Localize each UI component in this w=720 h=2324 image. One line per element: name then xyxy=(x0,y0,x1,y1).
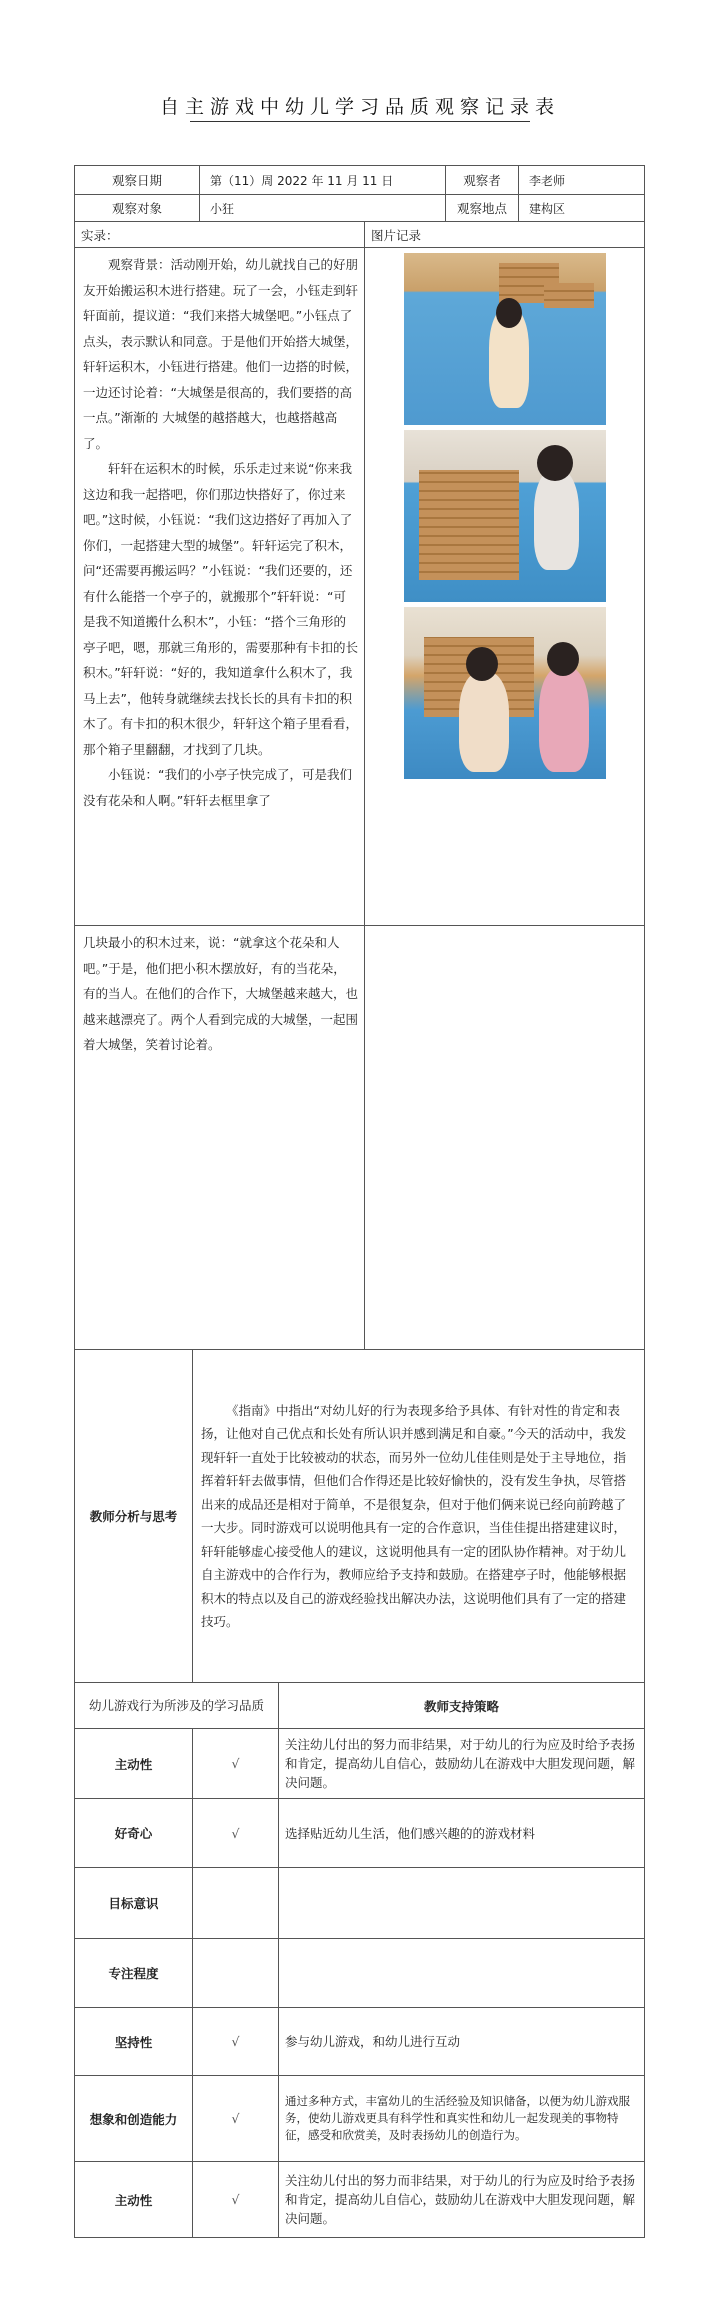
observer-value: 李老师 xyxy=(519,166,645,195)
location-label: 观察地点 xyxy=(446,195,519,222)
title-underline xyxy=(190,121,530,122)
quality-name: 专注程度 xyxy=(75,1939,193,2008)
quality-strategy xyxy=(279,1939,645,2008)
photo-children-building-1 xyxy=(404,253,606,425)
quality-name: 坚持性 xyxy=(75,2008,193,2076)
quality-strategy: 选择贴近幼儿生活，他们感兴趣的的游戏材料 xyxy=(279,1799,645,1868)
quality-strategy: 参与幼儿游戏，和幼儿进行互动 xyxy=(279,2008,645,2076)
quality-name: 目标意识 xyxy=(75,1868,193,1939)
photo-children-building-2 xyxy=(404,430,606,602)
shilu-label: 实录： xyxy=(75,222,365,248)
quality-strategy: 关注幼儿付出的努力而非结果，对于幼儿的行为应及时给予表扬和肯定，提高幼儿自信心，鼓励幼儿在游戏中大胆发现问题，解决问题。 xyxy=(279,2162,645,2238)
quality-header: 幼儿游戏行为所涉及的学习品质 xyxy=(75,1683,279,1729)
quality-check: √ xyxy=(193,2008,279,2076)
photo-label: 图片记录 xyxy=(365,222,645,248)
quality-strategy: 通过多种方式，丰富幼儿的生活经验及知识储备，以便为幼儿游戏服务，使幼儿游戏更具有科学性和真实性和幼儿一起发现美的事物特征，感受和欣赏美，及时表扬幼儿的创造行为。 xyxy=(279,2076,645,2162)
record-paragraph: 小钰说：“我们的小亭子快完成了，可是我们没有花朵和人啊。”轩轩去框里拿了 xyxy=(83,767,352,808)
quality-check xyxy=(193,1868,279,1939)
quality-check: √ xyxy=(193,2162,279,2238)
info-table xyxy=(74,165,645,222)
page-title: 自主游戏中幼儿学习品质观察记录表 xyxy=(159,96,560,118)
photo-children-building-3 xyxy=(404,607,606,779)
quality-name: 想象和创造能力 xyxy=(75,2076,193,2162)
record-paragraph: 观察背景：活动刚开始，幼儿就找自己的好朋友开始搬运积木进行搭建。玩了一会，小钰走到轩轩面前，提议道：“我们来搭大城堡吧。”小钰点了点头，表示默认和同意。于是他们开始搭大城堡，轩轩运积木，小钰进行搭建。他们一边搭的时候，一边还讨论着：“大城堡是很高的，我们要搭的高一点。”渐渐的 大城堡的越搭越大，也越搭越高了。 xyxy=(83,257,359,451)
quality-strategy xyxy=(279,1868,645,1939)
record-paragraph: 几块最小的积木过来，说：“就拿这个花朵和人吧。”于是，他们把小积木摆放好，有的当花朵，有的当人。在他们的合作下，大城堡越来越大，也越来越漂亮了。两个人看到完成的大城堡，一起围着大城堡，笑着讨论着。 xyxy=(83,935,359,1052)
quality-name: 好奇心 xyxy=(75,1799,193,1868)
analysis-paragraph: 《指南》中指出“对幼儿好的行为表现多给予具体、有针对性的肯定和表扬，让他对自己优点和长处有所认识并感到满足和自豪。”今天的活动中，我发现轩轩一直处于比较被动的状态，而另外一位幼儿佳佳则是处于主导地位，指挥着轩轩去做事情，但他们合作得还是比较好愉快的，没有发生争执，尽管搭出来的成品还是相对于简单，不是很复杂，但对于他们俩来说已经向前跨越了一大步。同时游戏可以说明他具有一定的合作意识，当佳佳提出搭建建议时，轩轩能够虚心接受他人的建议，这说明他具有一定的团队协作精神。对于幼儿自主游戏中的合作行为，教师应给予支持和鼓励。在搭建亭子时，他能够根据积木的特点以及自己的游戏经验找出解决办法，这说明他们具有了一定的搭建技巧。 xyxy=(201,1402,627,1629)
record-paragraph: 轩轩在运积木的时候，乐乐走过来说“你来我这边和我一起搭吧，你们那边快搭好了，你过来吧。”这时候，小钰说：“我们这边搭好了再加入了你们，一起搭建大型的城堡”。轩轩运完了积木，问“还需要再搬运吗？”小钰说：“我们还要的，还有什么能搭一个亭子的，就搬那个”轩轩说：“可是我不知道搬什么积木”，小钰：“搭个三角形的亭子吧，嗯，那就三角形的，需要那种有卡扣的长积木。”轩轩说：“好的，我知道拿什么积木了，我马上去”，他转身就继续去找长长的具有卡扣的积木了。有卡扣的积木很少，轩轩这个箱子里看看，那个箱子里翻翻，才找到了几块。 xyxy=(83,461,359,757)
date-value: 第（11）周 2022 年 11 月 11 日 xyxy=(200,166,446,195)
quality-check: √ xyxy=(193,1799,279,1868)
photo-column xyxy=(365,248,645,926)
quality-check: √ xyxy=(193,1729,279,1799)
quality-table xyxy=(74,1682,645,2238)
location-value: 建构区 xyxy=(519,195,645,222)
photo-column-empty xyxy=(365,926,645,1350)
record-table xyxy=(74,221,645,1683)
quality-check: √ xyxy=(193,2076,279,2162)
target-value: 小狂 xyxy=(200,195,446,222)
analysis-text xyxy=(193,1350,645,1683)
record-text xyxy=(75,248,365,926)
observer-label: 观察者 xyxy=(446,166,519,195)
quality-name: 主动性 xyxy=(75,1729,193,1799)
date-label: 观察日期 xyxy=(75,166,200,195)
record-text-continued xyxy=(75,926,365,1350)
quality-check xyxy=(193,1939,279,2008)
strategy-header: 教师支持策略 xyxy=(279,1683,645,1729)
quality-name: 主动性 xyxy=(75,2162,193,2238)
analysis-label: 教师分析与思考 xyxy=(75,1350,193,1683)
target-label: 观察对象 xyxy=(75,195,200,222)
quality-strategy: 关注幼儿付出的努力而非结果，对于幼儿的行为应及时给予表扬和肯定，提高幼儿自信心，鼓励幼儿在游戏中大胆发现问题，解决问题。 xyxy=(279,1729,645,1799)
